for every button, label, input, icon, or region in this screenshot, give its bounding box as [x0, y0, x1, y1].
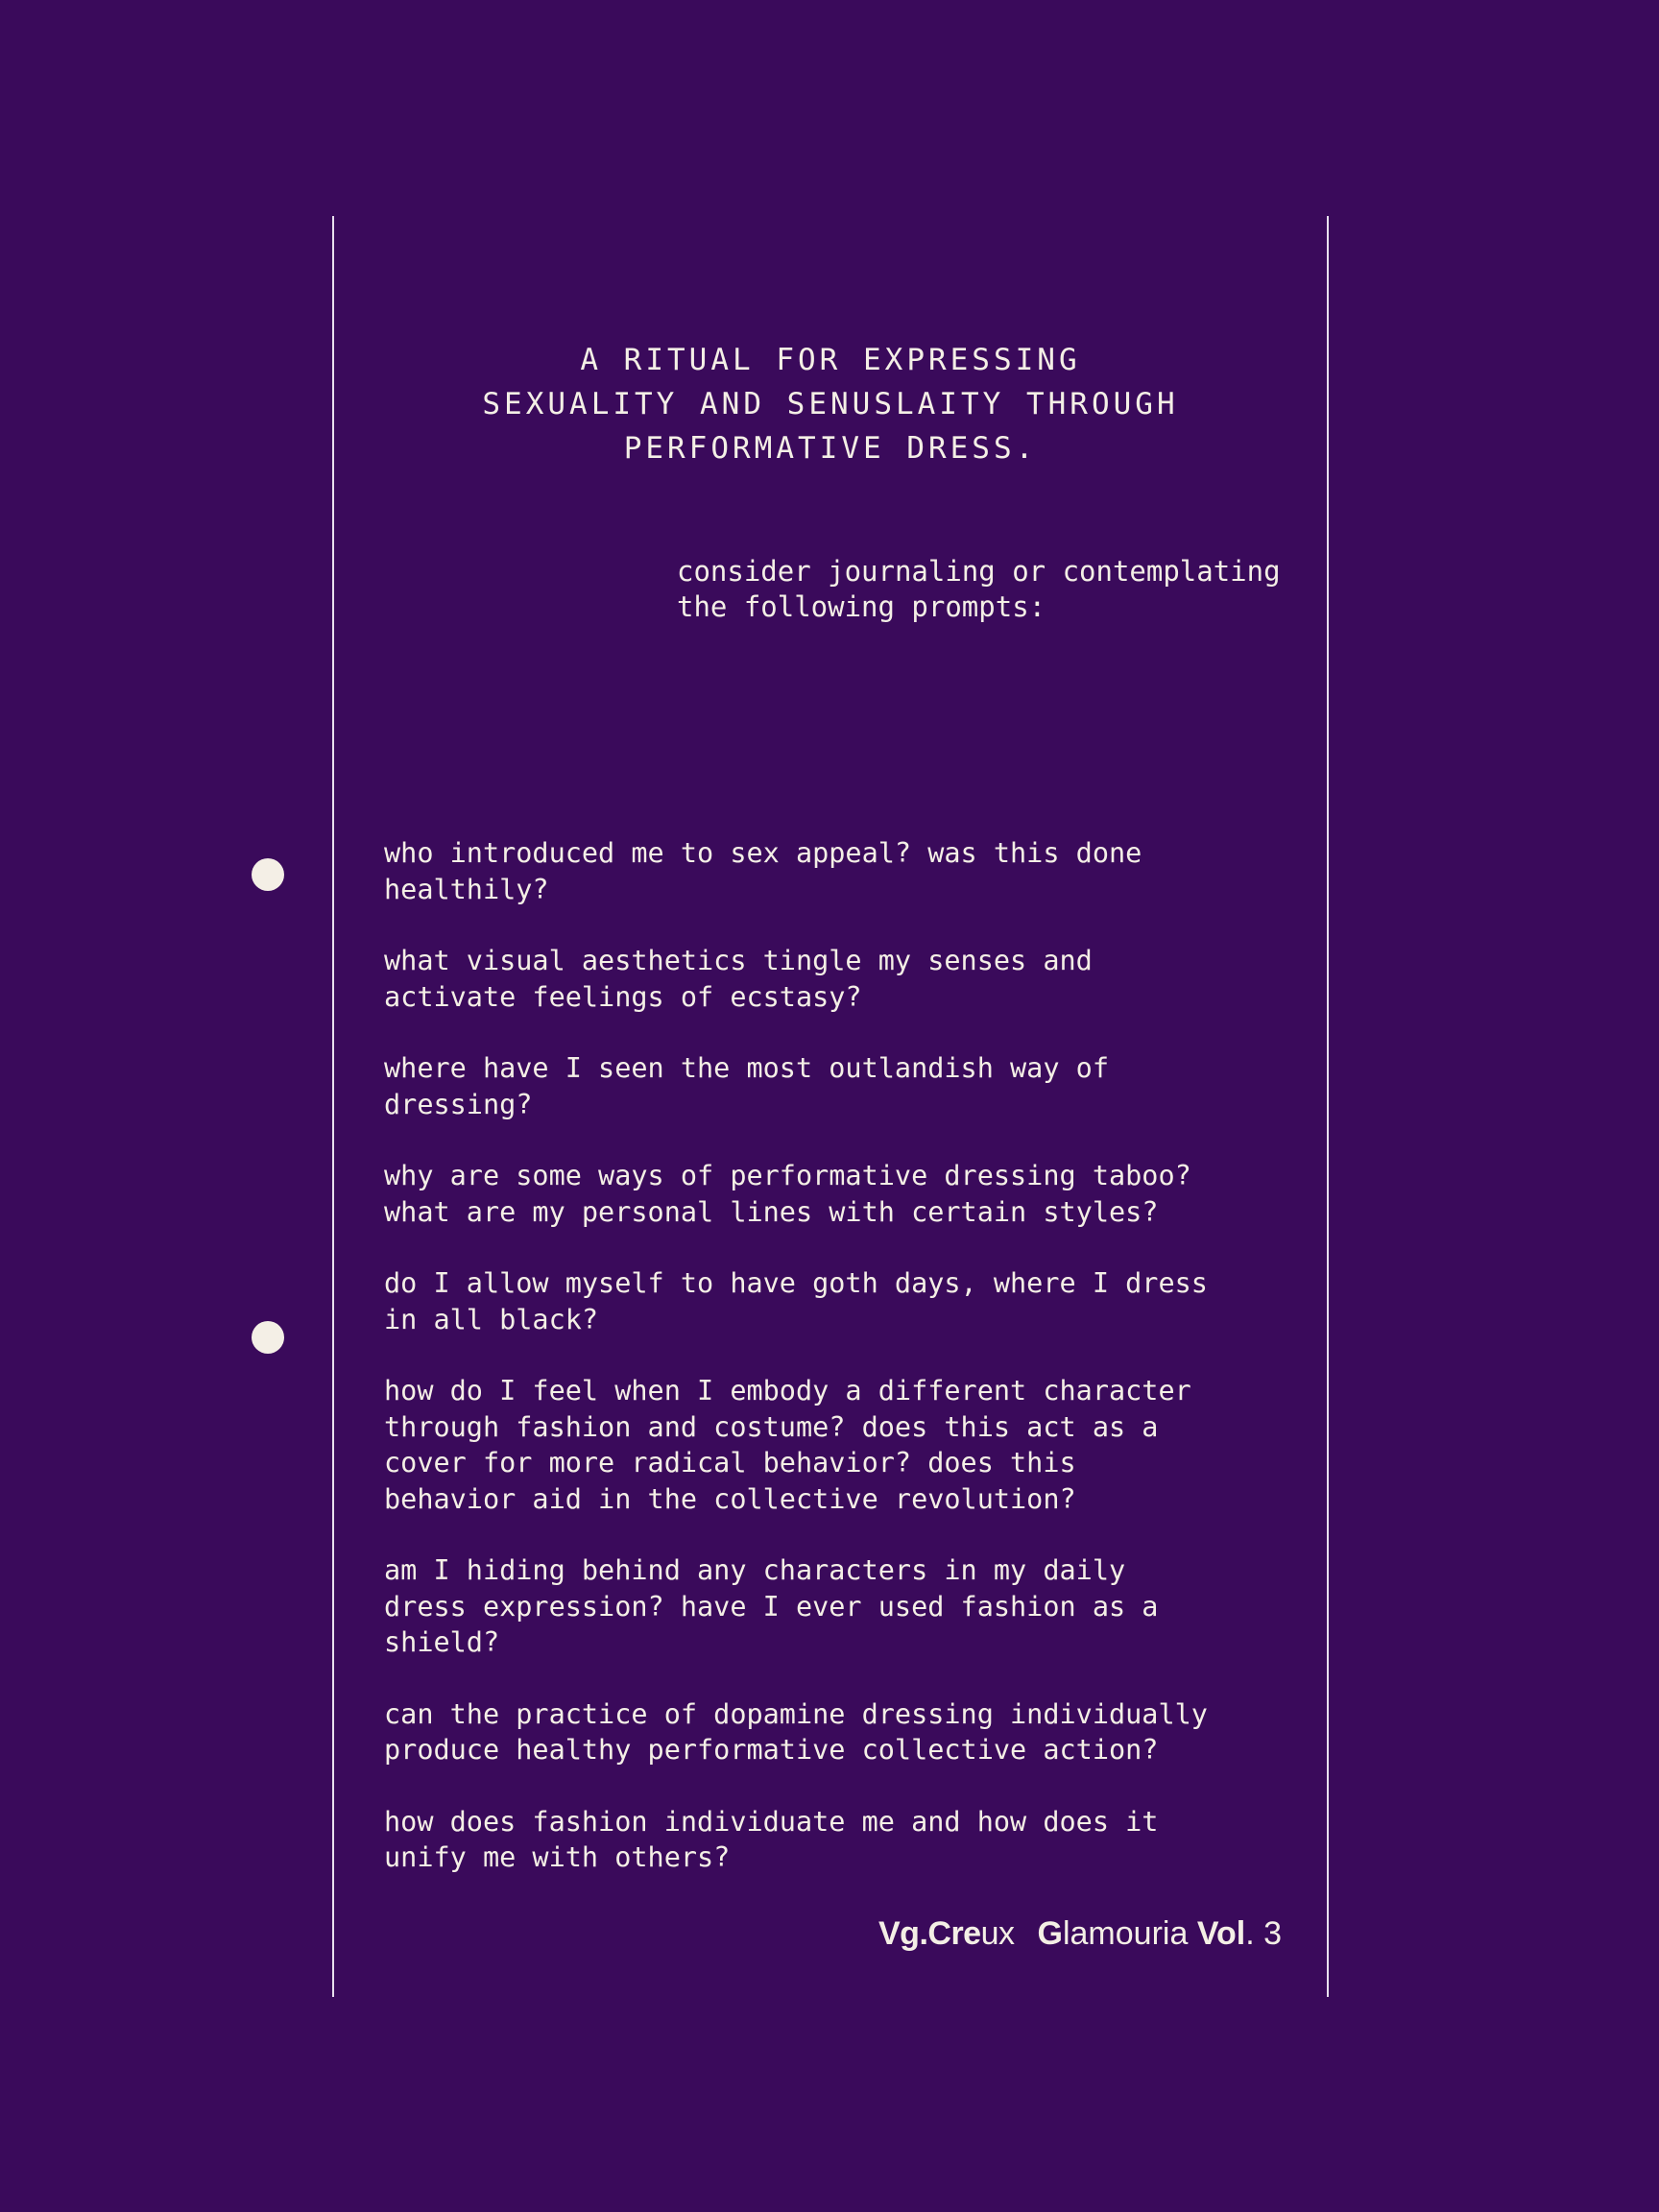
brand-logo-bold: Vg.Cre: [878, 1915, 981, 1952]
prompt-item: [384, 1265, 1286, 1337]
prompt-line: unify me with others?: [384, 1841, 731, 1873]
prompt-item: [384, 1050, 1286, 1122]
left-margin-rule: [332, 216, 334, 1997]
prompt-line: how does fashion individuate me and how does it: [384, 1805, 1159, 1838]
prompt-line: activate feelings of ecstasy?: [384, 980, 862, 1013]
prompt-line: in all black?: [384, 1303, 599, 1335]
prompt-line: healthily?: [384, 873, 549, 905]
volume-title-number: . 3: [1245, 1915, 1282, 1952]
prompt-item: [384, 1804, 1286, 1876]
prompt-line: through fashion and costume? does this act as a: [384, 1410, 1159, 1443]
binder-hole-bottom: [252, 1321, 284, 1354]
prompt-line: dress expression? have I ever used fashion as a: [384, 1590, 1159, 1623]
prompt-line: who introduced me to sex appeal? was this done: [384, 837, 1142, 869]
volume-title-initial: G: [1037, 1915, 1063, 1952]
intro-text: [677, 554, 1281, 625]
prompt-line: do I allow myself to have goth days, where I dress: [384, 1267, 1208, 1299]
prompt-line: behavior aid in the collective revolution?: [384, 1482, 1076, 1515]
prompt-line: where have I seen the most outlandish way of: [384, 1052, 1109, 1084]
brand-logo-light: ux: [980, 1915, 1015, 1952]
volume-title-name: lamouria: [1062, 1915, 1197, 1952]
prompt-line: can the practice of dopamine dressing individually: [384, 1697, 1208, 1730]
title-line: SEXUALITY AND SENUSLAITY THROUGH: [482, 387, 1179, 421]
prompt-line: why are some ways of performative dressing taboo?: [384, 1160, 1191, 1191]
prompt-line: cover for more radical behavior? does this: [384, 1447, 1076, 1479]
prompt-item: [384, 1696, 1286, 1768]
page-title: [365, 338, 1296, 470]
brand-logo: [878, 1912, 1015, 1955]
prompt-line: produce healthy performative collective action?: [384, 1734, 1159, 1766]
prompt-line: shield?: [384, 1626, 500, 1658]
prompt-line: dressing?: [384, 1088, 533, 1120]
prompt-item: [384, 943, 1286, 1015]
title-line: A RITUAL FOR EXPRESSING: [580, 343, 1081, 377]
prompt-line: am I hiding behind any characters in my daily: [384, 1554, 1126, 1586]
prompt-list: [384, 835, 1286, 1911]
binder-hole-top: [252, 858, 284, 891]
intro-line: consider journaling or contemplating: [677, 555, 1281, 588]
volume-title-vol: Vol: [1196, 1915, 1246, 1952]
prompt-item: [384, 835, 1286, 907]
prompt-line: how do I feel when I embody a different character: [384, 1375, 1191, 1407]
right-margin-rule: [1327, 216, 1329, 1997]
prompt-line: what visual aesthetics tingle my senses and: [384, 945, 1093, 976]
footer: [878, 1912, 1282, 1955]
prompt-item: [384, 1158, 1286, 1230]
volume-title: [1038, 1912, 1282, 1955]
intro-line: the following prompts:: [677, 590, 1046, 623]
prompt-line: what are my personal lines with certain styles?: [384, 1195, 1159, 1228]
title-line: PERFORMATIVE DRESS.: [623, 431, 1038, 466]
prompt-item: [384, 1373, 1286, 1517]
prompt-item: [384, 1552, 1286, 1661]
